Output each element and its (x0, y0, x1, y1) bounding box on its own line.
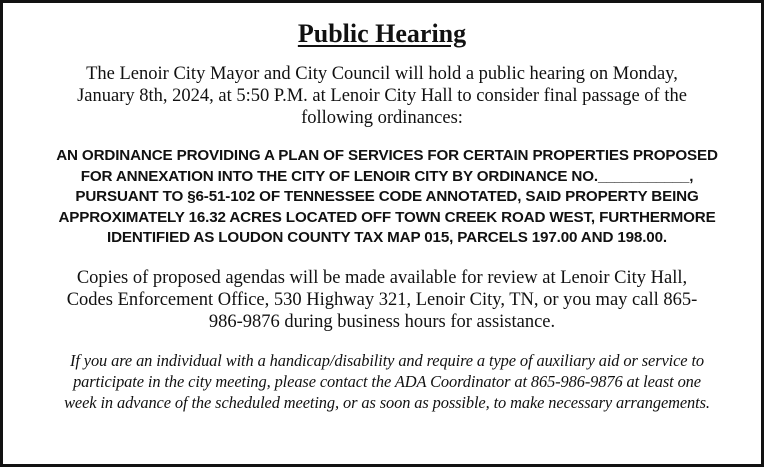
intro-line: The Lenoir City Mayor and City Council will hold a public hearing on Monday, (86, 64, 678, 84)
ordinance-line: APPROXIMATELY 16.32 ACRES LOCATED OFF TOWN CREEK ROAD WEST, FURTHERMORE (58, 208, 716, 226)
ada-line: If you are an individual with a handicap/disability and require a type of auxiliary aid or service to (69, 350, 705, 370)
intro-line: following ordinances: (301, 108, 463, 128)
ada-paragraph (17, 350, 757, 413)
ada-line: week in advance of the scheduled meeting, or as soon as possible, to make necessary arrangements. (64, 392, 710, 412)
copies-line: 986-9876 during business hours for assistance. (208, 311, 556, 332)
ordinance-line: PURSUANT TO §6-51-102 OF TENNESSEE CODE ANNOTATED, SAID PROPERTY BEING (75, 188, 699, 206)
ordinance-paragraph (17, 146, 757, 249)
notice-title: Public Hearing (297, 19, 467, 48)
ordinance-line: AN ORDINANCE PROVIDING A PLAN OF SERVICES FOR CERTAIN PROPERTIES PROPOSED (56, 147, 718, 164)
intro-line: January 8th, 2024, at 5:50 P.M. at Lenoir City Hall to consider final passage of the (77, 86, 687, 106)
copies-line: Copies of proposed agendas will be made available for review at Lenoir City Hall, (76, 267, 688, 288)
ordinance-line: IDENTIFIED AS LOUDON COUNTY TAX MAP 015, PARCELS 197.00 AND 198.00. (107, 229, 667, 247)
intro-paragraph (32, 63, 732, 129)
ada-line: participate in the city meeting, please contact the ADA Coordinator at 865-986-9876 at least one (73, 371, 701, 391)
copies-line: Codes Enforcement Office, 530 Highway 321, Lenoir City, TN, or you may call 865- (66, 289, 698, 310)
copies-paragraph (22, 267, 742, 333)
ordinance-line: FOR ANNEXATION INTO THE CITY OF LENOIR CITY BY ORDINANCE NO.___________, (80, 167, 694, 185)
